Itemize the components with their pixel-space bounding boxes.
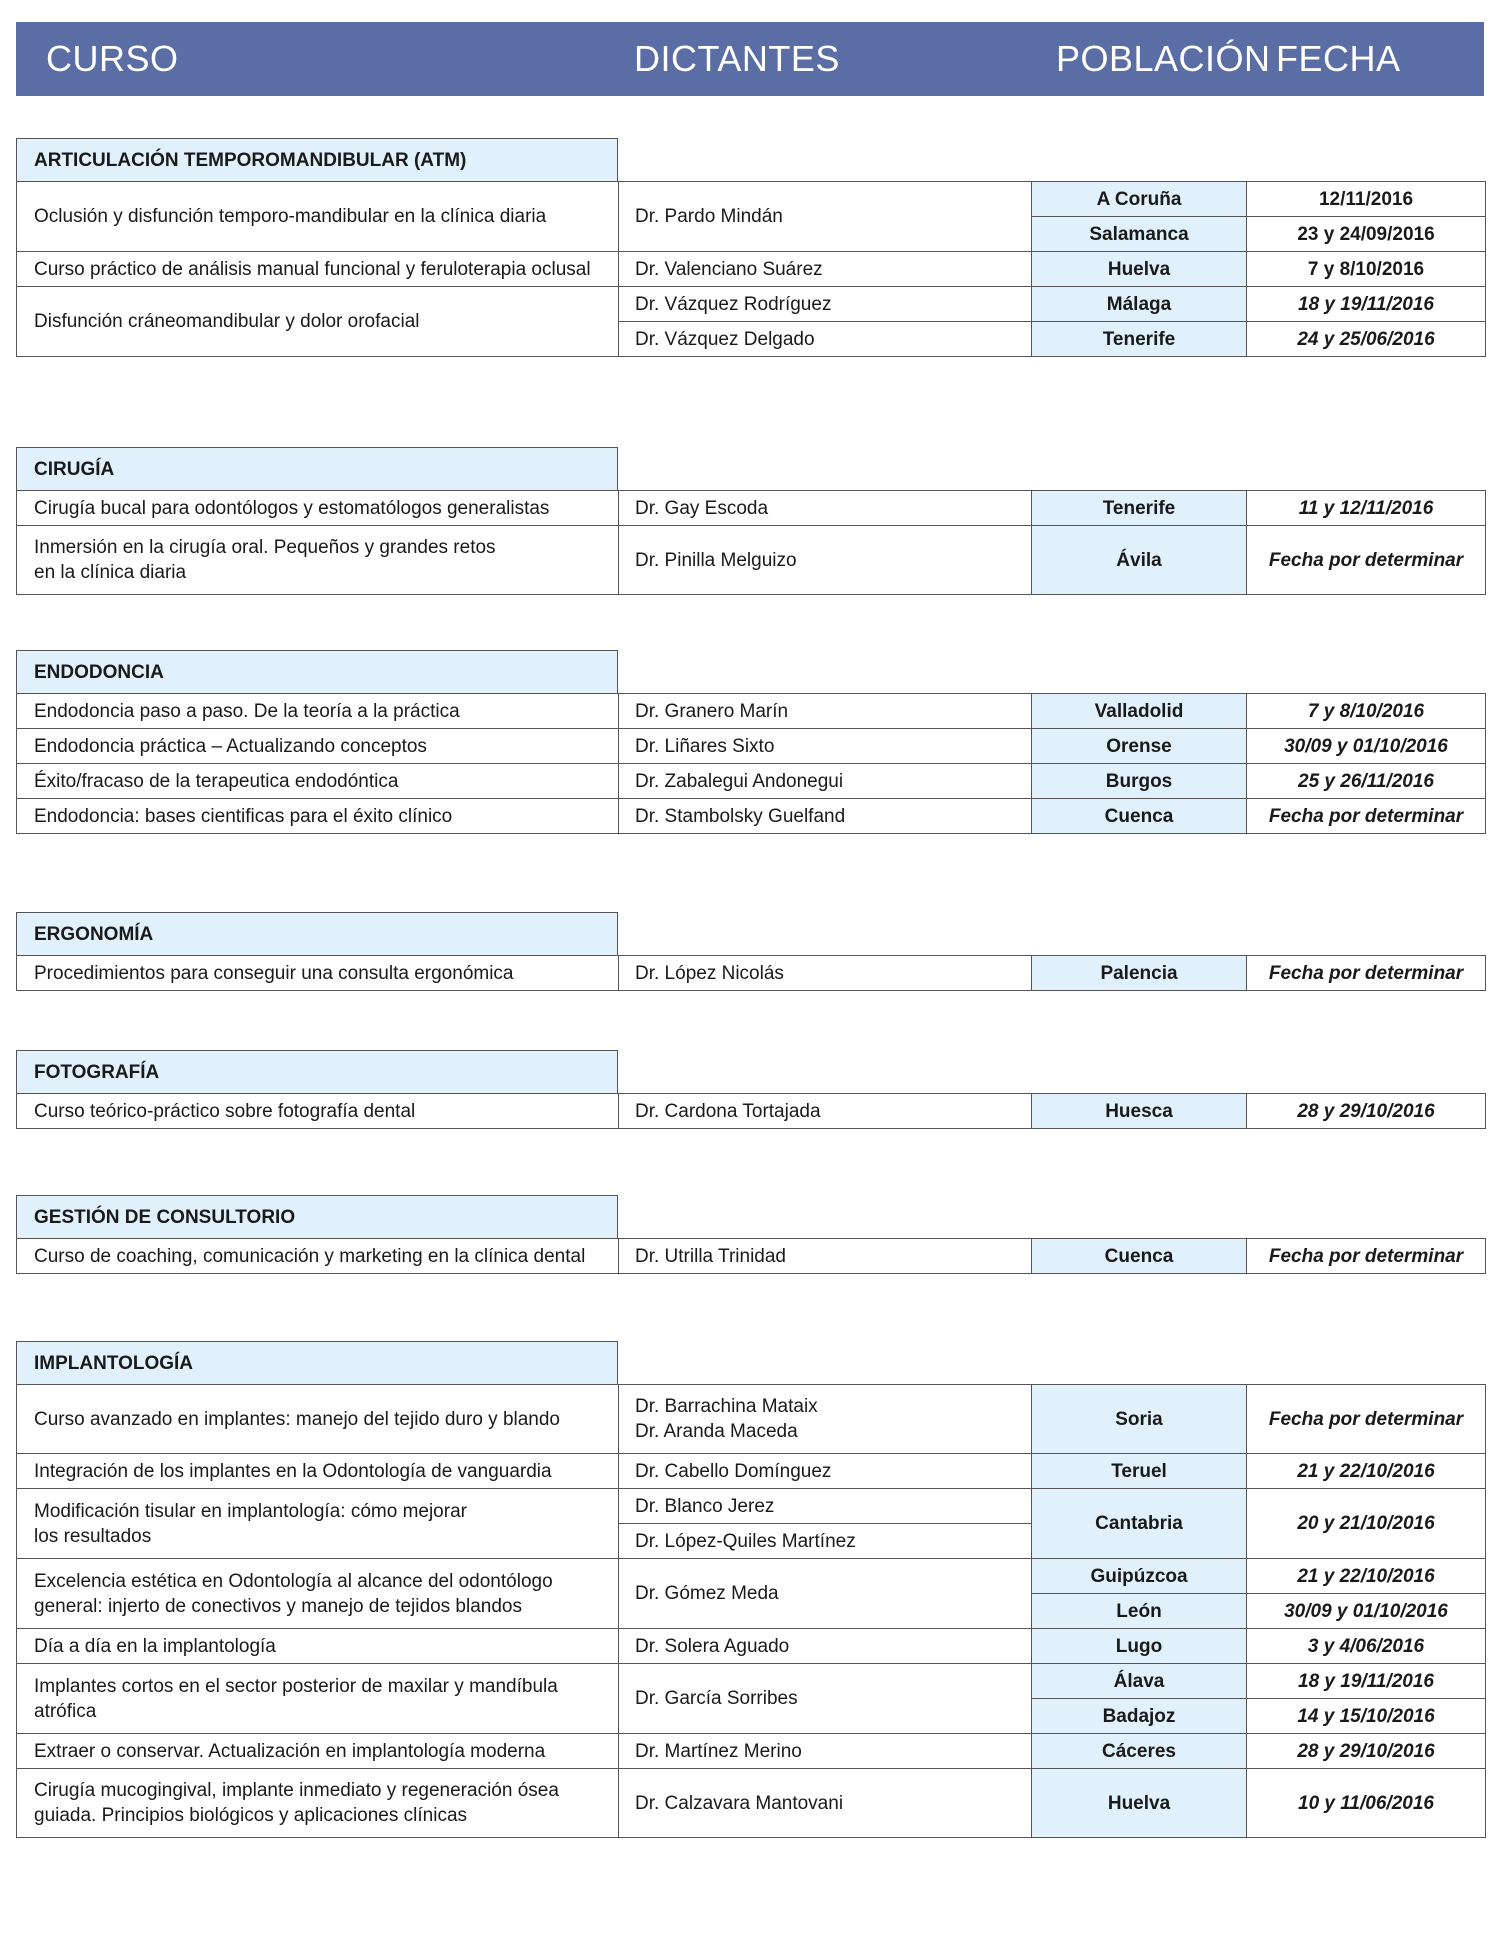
location: Lugo (1032, 1629, 1247, 1664)
instructor-name: Dr. Valenciano Suárez (619, 252, 1032, 287)
header-dictantes: DICTANTES (634, 38, 840, 79)
text-line: Cirugía mucogingival, implante inmediato y regeneración ósea (34, 1780, 559, 1801)
course-date: 23 y 24/09/2016 (1247, 217, 1486, 252)
text-line: Modificación tisular en implantología: cómo mejorar (34, 1500, 467, 1522)
instructor-name: Dr. Calzavara Mantovani (619, 1769, 1032, 1838)
course-date: Fecha por determinar (1247, 526, 1486, 595)
header-curso: CURSO (46, 38, 179, 79)
table-row (17, 1489, 1486, 1524)
table-row (17, 526, 1486, 595)
instructor-name: Dr. Cardona Tortajada (619, 1094, 1032, 1129)
course-name: Disfunción cráneomandibular y dolor orofacial (17, 287, 619, 357)
location: Cuenca (1032, 799, 1247, 834)
table-row (17, 1629, 1486, 1664)
instructor-name: Dr. Zabalegui Andonegui (619, 764, 1032, 799)
course-date: 21 y 22/10/2016 (1247, 1559, 1486, 1594)
course-name: Oclusión y disfunción temporo-mandibular en la clínica diaria (17, 182, 619, 252)
course-date: 24 y 25/06/2016 (1247, 322, 1486, 357)
course-date: 14 y 15/10/2016 (1247, 1699, 1486, 1734)
course-section (16, 1195, 1486, 1274)
course-name: Endodoncia: bases cientificas para el éxito clínico (17, 799, 619, 834)
course-name: Curso práctico de análisis manual funcional y feruloterapia oclusal (17, 252, 619, 287)
course-name: Endodoncia paso a paso. De la teoría a la práctica (17, 694, 619, 729)
location: Guipúzcoa (1032, 1559, 1247, 1594)
table-row (17, 287, 1486, 322)
course-table (16, 955, 1486, 991)
section-title: CIRUGÍA (16, 447, 618, 490)
instructor-name: Dr. Liñares Sixto (619, 729, 1032, 764)
location: Huelva (1032, 252, 1247, 287)
instructor-name: Dr. Vázquez Rodríguez (619, 287, 1032, 322)
instructor-name: Dr. Pardo Mindán (619, 182, 1032, 252)
instructor-name: Dr. Cabello Domínguez (619, 1454, 1032, 1489)
course-name: Endodoncia práctica – Actualizando conceptos (17, 729, 619, 764)
course-date: Fecha por determinar (1247, 1385, 1486, 1454)
text-line: Excelencia estética en Odontología al alcance del odontólogo (34, 1570, 553, 1592)
course-date: 7 y 8/10/2016 (1247, 252, 1486, 287)
section-title: ENDODONCIA (16, 650, 618, 693)
table-row (17, 1664, 1486, 1699)
location: Tenerife (1032, 491, 1247, 526)
course-date: 30/09 y 01/10/2016 (1247, 1594, 1486, 1629)
course-name (17, 1769, 619, 1838)
course-name: Integración de los implantes en la Odontología de vanguardia (17, 1454, 619, 1489)
course-date: 7 y 8/10/2016 (1247, 694, 1486, 729)
course-name: Extraer o conservar. Actualización en implantología moderna (17, 1734, 619, 1769)
table-row (17, 1769, 1486, 1838)
location: Salamanca (1032, 217, 1247, 252)
instructor-name: Dr. López-Quiles Martínez (619, 1524, 1032, 1559)
location: Cuenca (1032, 1239, 1247, 1274)
course-date: 10 y 11/06/2016 (1247, 1769, 1486, 1838)
course-date: 3 y 4/06/2016 (1247, 1629, 1486, 1664)
instructor-name: Dr. Granero Marín (619, 694, 1032, 729)
instructor-name: Dr. Gómez Meda (619, 1559, 1032, 1629)
course-date: 30/09 y 01/10/2016 (1247, 729, 1486, 764)
course-table (16, 1093, 1486, 1129)
course-section (16, 912, 1486, 991)
course-date: Fecha por determinar (1247, 1239, 1486, 1274)
instructor-name: Dr. López Nicolás (619, 956, 1032, 991)
course-table (16, 1238, 1486, 1274)
course-name: Día a día en la implantología (17, 1629, 619, 1664)
location: Orense (1032, 729, 1247, 764)
location: Cantabria (1032, 1489, 1247, 1559)
course-table (16, 1384, 1486, 1838)
text-line: atrófica (34, 1700, 97, 1722)
course-date: 25 y 26/11/2016 (1247, 764, 1486, 799)
text-line: general: injerto de conectivos y manejo de tejidos blandos (34, 1595, 522, 1617)
text-line: Dr. Barrachina Mataix (635, 1396, 818, 1417)
text-line: Dr. Aranda Maceda (635, 1421, 798, 1442)
instructor-name: Dr. Utrilla Trinidad (619, 1239, 1032, 1274)
table-row (17, 1454, 1486, 1489)
table-row (17, 956, 1486, 991)
table-row (17, 1559, 1486, 1594)
location: Álava (1032, 1664, 1247, 1699)
instructor-name: Dr. Martínez Merino (619, 1734, 1032, 1769)
instructor-name (619, 1385, 1032, 1454)
course-name: Curso avanzado en implantes: manejo del tejido duro y blando (17, 1385, 619, 1454)
course-name: Éxito/fracaso de la terapeutica endodóntica (17, 764, 619, 799)
course-name: Curso teórico-práctico sobre fotografía dental (17, 1094, 619, 1129)
course-name (17, 1559, 619, 1629)
course-date: Fecha por determinar (1247, 799, 1486, 834)
instructor-name: Dr. Stambolsky Guelfand (619, 799, 1032, 834)
course-section (16, 650, 1486, 834)
table-row (17, 799, 1486, 834)
text-line: Implantes cortos en el sector posterior de maxilar y mandíbula (34, 1675, 558, 1697)
course-table (16, 490, 1486, 595)
location: Málaga (1032, 287, 1247, 322)
text-line: los resultados (34, 1525, 152, 1547)
instructor-name: Dr. Blanco Jerez (619, 1489, 1032, 1524)
table-row (17, 1094, 1486, 1129)
course-date: 28 y 29/10/2016 (1247, 1094, 1486, 1129)
table-header (16, 22, 1484, 96)
location: A Coruña (1032, 182, 1247, 217)
text-line: en la clínica diaria (34, 562, 187, 583)
course-name: Procedimientos para conseguir una consulta ergonómica (17, 956, 619, 991)
header-poblacion: POBLACIÓN (1056, 38, 1271, 79)
location: Tenerife (1032, 322, 1247, 357)
location: Valladolid (1032, 694, 1247, 729)
location: Ávila (1032, 526, 1247, 595)
section-title: ERGONOMÍA (16, 912, 618, 955)
location: Soria (1032, 1385, 1247, 1454)
instructor-name: Dr. García Sorribes (619, 1664, 1032, 1734)
course-date: 12/11/2016 (1247, 182, 1486, 217)
table-row (17, 694, 1486, 729)
instructor-name: Dr. Solera Aguado (619, 1629, 1032, 1664)
location: Badajoz (1032, 1699, 1247, 1734)
location: Teruel (1032, 1454, 1247, 1489)
table-row (17, 1385, 1486, 1454)
table-row (17, 252, 1486, 287)
table-row (17, 182, 1486, 217)
instructor-name: Dr. Gay Escoda (619, 491, 1032, 526)
table-row (17, 1239, 1486, 1274)
section-title: ARTICULACIÓN TEMPOROMANDIBULAR (ATM) (16, 138, 618, 181)
section-title: GESTIÓN DE CONSULTORIO (16, 1195, 618, 1238)
instructor-name: Dr. Vázquez Delgado (619, 322, 1032, 357)
course-date: Fecha por determinar (1247, 956, 1486, 991)
text-line: guiada. Principios biológicos y aplicaciones clínicas (34, 1805, 468, 1826)
course-name (17, 526, 619, 595)
table-row (17, 1734, 1486, 1769)
course-date: 21 y 22/10/2016 (1247, 1454, 1486, 1489)
table-row (17, 764, 1486, 799)
course-table (16, 693, 1486, 834)
course-table (16, 181, 1486, 357)
course-name (17, 1489, 619, 1559)
course-date: 11 y 12/11/2016 (1247, 491, 1486, 526)
location: León (1032, 1594, 1247, 1629)
section-title: IMPLANTOLOGÍA (16, 1341, 618, 1384)
location: Huelva (1032, 1769, 1247, 1838)
course-date: 18 y 19/11/2016 (1247, 1664, 1486, 1699)
location: Palencia (1032, 956, 1247, 991)
course-date: 20 y 21/10/2016 (1247, 1489, 1486, 1559)
instructor-name: Dr. Pinilla Melguizo (619, 526, 1032, 595)
header-fecha: FECHA (1276, 38, 1401, 79)
course-section (16, 1050, 1486, 1129)
location: Cáceres (1032, 1734, 1247, 1769)
section-title: FOTOGRAFÍA (16, 1050, 618, 1093)
course-name (17, 1664, 619, 1734)
course-section (16, 138, 1486, 357)
table-row (17, 729, 1486, 764)
course-section (16, 447, 1486, 595)
course-name: Curso de coaching, comunicación y marketing en la clínica dental (17, 1239, 619, 1274)
table-row (17, 491, 1486, 526)
course-date: 18 y 19/11/2016 (1247, 287, 1486, 322)
location: Huesca (1032, 1094, 1247, 1129)
course-date: 28 y 29/10/2016 (1247, 1734, 1486, 1769)
text-line: Inmersión en la cirugía oral. Pequeños y grandes retos (34, 537, 496, 558)
course-name: Cirugía bucal para odontólogos y estomatólogos generalistas (17, 491, 619, 526)
location: Burgos (1032, 764, 1247, 799)
course-section (16, 1341, 1486, 1838)
